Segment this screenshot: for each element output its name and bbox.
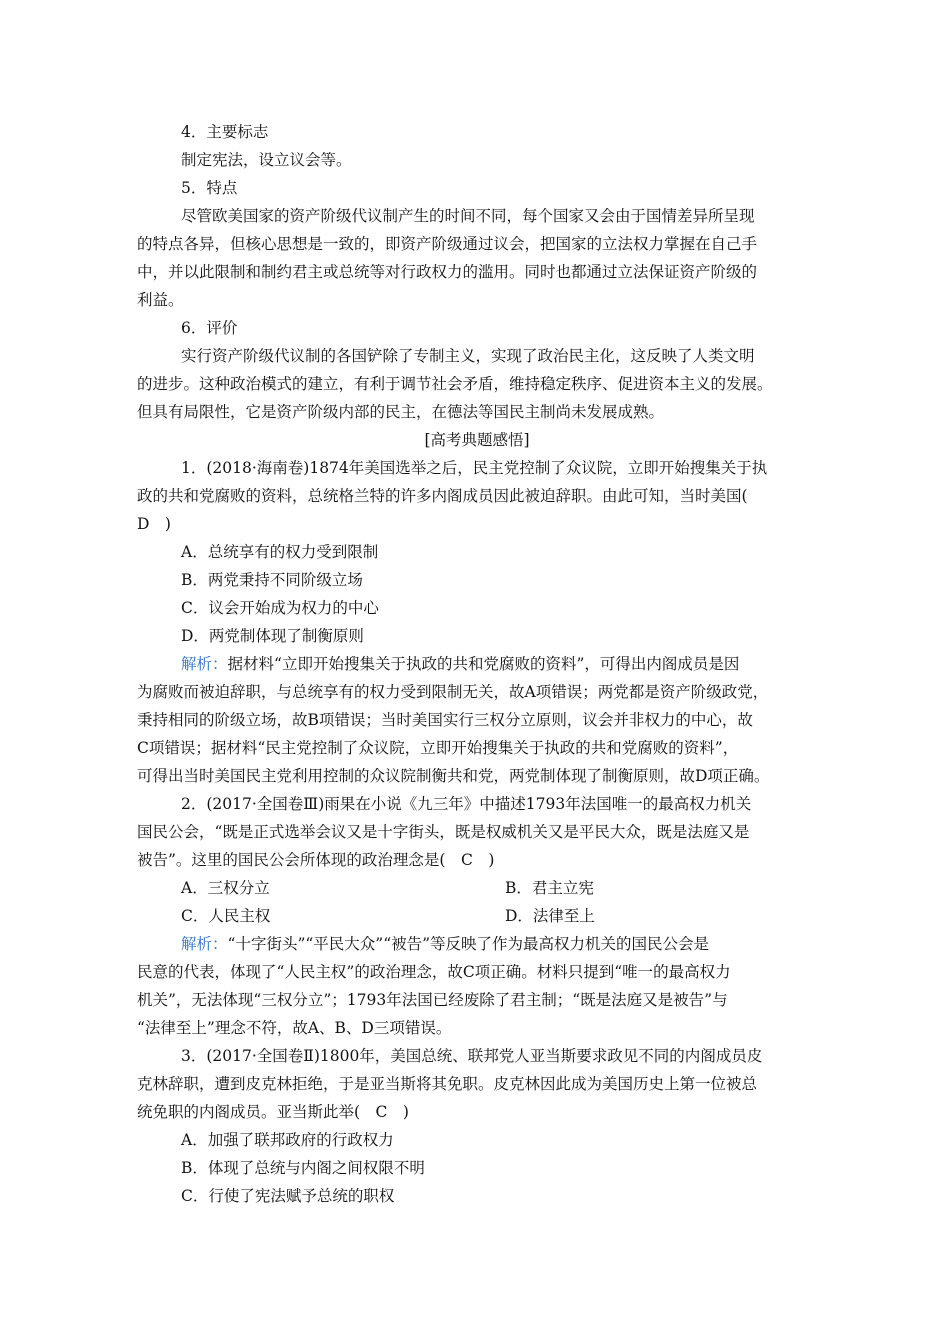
text-line: 中，并以此限制和制约君主或总统等对行政权力的滥用。同时也都通过立法保证资产阶级的 — [137, 263, 758, 281]
option: D．法律至上 — [505, 907, 595, 925]
option: C．人民主权 — [181, 907, 271, 925]
text-line: 的进步。这种政治模式的建立，有利于调节社会矛盾，维持稳定秩序、促进资本主义的发展。 — [137, 375, 773, 393]
text-line: 为腐败而被迫辞职，与总统享有的权力受到限制无关，故A项错误；两党都是资产阶级政党， — [137, 683, 769, 701]
option: B．君主立宪 — [505, 879, 594, 897]
text-line: 政的共和党腐败的资料，总统格兰特的许多内阁成员因此被迫辞职。由此可知，当时美国( — [137, 487, 748, 505]
analysis-text: 据材料“立即开始搜集关于执政的共和党腐败的资料”，可得出内阁成员是因 — [227, 655, 740, 673]
q1-analysis — [137, 678, 817, 790]
text-line: 制定宪法，设立议会等。 — [181, 151, 352, 169]
question-2 — [137, 790, 817, 874]
text-line: 统免职的内阁成员。亚当斯此举( C ) — [137, 1103, 409, 1121]
text-line: B．体现了总统与内阁之间权限不明 — [181, 1159, 425, 1177]
text-line: A．加强了联邦政府的行政权力 — [181, 1131, 394, 1149]
text-line: 的特点各异，但核心思想是一致的，即资产阶级通过议会，把国家的立法权力掌握在自己手 — [137, 235, 758, 253]
text-line: 秉持相同的阶级立场，故B项错误；当时美国实行三权分立原则，议会并非权力的中心，故 — [137, 711, 753, 729]
analysis-label: 解析： — [181, 935, 228, 953]
analysis-label: 解析： — [181, 655, 228, 673]
text-line: D．两党制体现了制衡原则 — [181, 627, 364, 645]
text-line: 1．(2018·海南卷)1874年美国选举之后，民主党控制了众议院，立即开始搜集关于执 — [181, 459, 768, 477]
text-line: 国民公会，“既是正式选举会议又是十字街头，既是权威机关又是平民大众，既是法庭又是 — [137, 823, 750, 841]
text-line: 被告”。这里的国民公会所体现的政治理念是( C ) — [137, 851, 495, 869]
text-line: 民意的代表，体现了“人民主权”的政治理念，故C项正确。材料只提到“唯一的最高权力 — [137, 963, 731, 981]
q2-analysis-first-line — [137, 930, 817, 958]
q1-analysis-first-line — [137, 650, 817, 678]
text-line: C．议会开始成为权力的中心 — [181, 599, 379, 617]
text-line: 实行资产阶级代议制的各国铲除了专制主义，实现了政治民主化，这反映了人类文明 — [181, 347, 755, 365]
text-line: 克林辞职，遭到皮克林拒绝，于是亚当斯将其免职。皮克林因此成为美国历史上第一位被总 — [137, 1075, 758, 1093]
text-line: C项错误；据材料“民主党控制了众议院，立即开始搜集关于执政的共和党腐败的资料”， — [137, 739, 739, 757]
intro-and-q1 — [137, 118, 817, 650]
question-3 — [137, 1042, 817, 1210]
text-line: 利益。 — [137, 291, 184, 309]
text-line: 5．特点 — [181, 179, 238, 197]
analysis-text: “十字街头”“平民大众”“被告”等反映了作为最高权力机关的国民公会是 — [227, 935, 710, 953]
q2-analysis — [137, 958, 817, 1042]
question-2-options — [137, 874, 817, 930]
option-row — [137, 902, 817, 930]
option: A．三权分立 — [181, 879, 270, 897]
text-line: 可得出当时美国民主党利用控制的众议院制衡共和党，两党制体现了制衡原则，故D项正确。 — [137, 767, 770, 785]
text-line: 机关”，无法体现“三权分立”；1793年法国已经废除了君主制；“既是法庭又是被告”与 — [137, 991, 728, 1009]
text-line: 3．(2017·全国卷Ⅱ)1800年，美国总统、联邦党人亚当斯要求政见不同的内阁成员皮 — [181, 1047, 763, 1065]
text-line: “法律至上”理念不符，故A、B、D三项错误。 — [137, 1019, 452, 1037]
option-row — [137, 874, 817, 902]
text-line: C．行使了宪法赋予总统的职权 — [181, 1187, 395, 1205]
text-line: B．两党秉持不同阶级立场 — [181, 571, 363, 589]
text-line: 6．评价 — [181, 319, 238, 337]
text-line: 尽管欧美国家的资产阶级代议制产生的时间不同，每个国家又会由于国情差异所呈现 — [181, 207, 755, 225]
text-line: A．总统享有的权力受到限制 — [181, 543, 379, 561]
text-line: D ) — [137, 515, 171, 533]
document-page — [137, 118, 817, 1210]
text-line: [高考典题感悟] — [424, 431, 530, 449]
text-line: 但具有局限性，它是资产阶级内部的民主，在德法等国民主制尚未发展成熟。 — [137, 403, 665, 421]
text-line: 2．(2017·全国卷Ⅲ)雨果在小说《九三年》中描述1793年法国唯一的最高权力机关 — [181, 795, 752, 813]
text-line: 4．主要标志 — [181, 123, 269, 141]
